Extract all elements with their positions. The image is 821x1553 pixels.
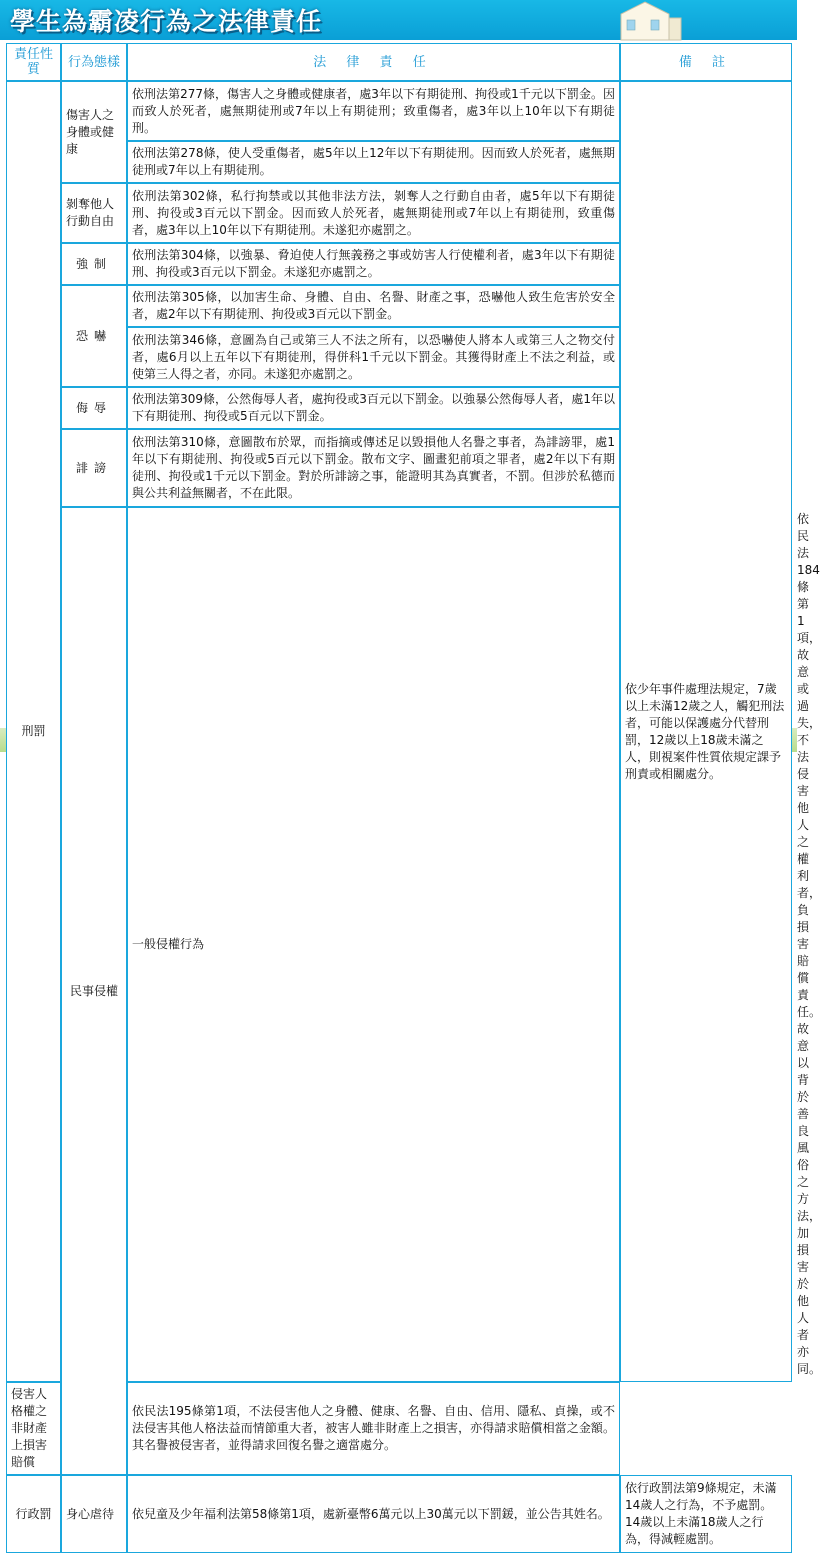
page-title: 學生為霸凌行為之法律責任 bbox=[10, 7, 323, 36]
category-criminal: 刑罰 bbox=[6, 81, 61, 1382]
law-text: 依刑法第310條，意圖散布於眾，而指摘或傳述足以毀損他人名譽之事者，為誹謗罪，處1年以下有期徒刑、拘役或5百元以下罰金。散布文字、圖畫犯前項之罪者，處2年以下有期徒刑、拘役或1千元以下罰金。對於所誹謗之事，能證明其為真實者，不罰。但涉於私德而與公共利益無關者，不在此限。 bbox=[127, 429, 620, 507]
law-text: 依刑法第302條，私行拘禁或以其他非法方法，剝奪人之行動自由者，處5年以下有期徒刑、拘役或3百元以下罰金。因而致人於死者，處無期徒刑或7年以上有期徒刑，致重傷者，處3年以上10年以下有期徒刑。未遂犯亦處罰之。 bbox=[127, 183, 620, 243]
law-text: 依刑法第346條，意圖為自己或第三人不法之所有，以恐嚇使人將本人或第三人之物交付者，處6月以上五年以下有期徒刑，得併科1千元以下罰金。其獲得財產上不法之利益，或使第三人得之者，亦同。未遂犯亦處罰之。 bbox=[127, 327, 620, 387]
type-intimidation: 恐嚇 bbox=[61, 285, 127, 387]
house-illustration-icon bbox=[615, 0, 681, 40]
header-legal-responsibility: 法 律 責 任 bbox=[127, 43, 620, 81]
law-text: 依刑法第305條，以加害生命、身體、自由、名譽、財產之事，恐嚇他人致生危害於安全者，處2年以下有期徒刑、拘役或3百元以下罰金。 bbox=[127, 285, 620, 327]
law-text: 依刑法第309條，公然侮辱人者，處拘役或3百元以下罰金。以強暴公然侮辱人者，處1年以下有期徒刑、拘役或5百元以下罰金。 bbox=[127, 387, 620, 429]
table-header-row bbox=[6, 43, 792, 81]
table-row bbox=[6, 81, 792, 141]
category-administrative: 行政罰 bbox=[6, 1475, 61, 1553]
type-general-tort: 一般侵權行為 bbox=[127, 507, 620, 1382]
category-civil: 民事侵權 bbox=[61, 507, 127, 1475]
type-abuse: 身心虐待 bbox=[61, 1475, 127, 1553]
law-text: 依民法195條第1項，不法侵害他人之身體、健康、名譽、自由、信用、隱私、貞操，或不法侵害其他人格法益而情節重大者，被害人雖非財產上之損害，亦得請求賠償相當之金額。其名譽被侵害者，並得請求回復名譽之適當處分。 bbox=[127, 1382, 620, 1475]
note-administrative: 依行政罰法第9條規定，未滿14歲人之行為，不予處罰。14歲以上未滿18歲人之行為，得減輕處罰。 bbox=[620, 1475, 792, 1553]
header-remarks: 備 註 bbox=[620, 43, 792, 81]
type-coercion: 強制 bbox=[61, 243, 127, 285]
law-text: 依兒童及少年福利法第58條第1項，處新臺幣6萬元以上30萬元以下罰鍰，並公告其姓名。 bbox=[127, 1475, 620, 1553]
type-bodily-harm: 傷害人之身體或健康 bbox=[61, 81, 127, 183]
law-text: 依刑法第304條，以強暴、脅迫使人行無義務之事或妨害人行使權利者，處3年以下有期徒刑、拘役或3百元以下罰金。未遂犯亦處罰之。 bbox=[127, 243, 620, 285]
type-defamation: 誹謗 bbox=[61, 429, 127, 507]
type-personality-right: 侵害人格權之非財產上損害賠償 bbox=[6, 1382, 61, 1475]
type-insult: 侮辱 bbox=[61, 387, 127, 429]
title-banner bbox=[0, 0, 797, 40]
legal-responsibility-table bbox=[6, 43, 821, 1553]
header-nature: 責任性質 bbox=[6, 43, 61, 81]
note-juvenile: 依少年事件處理法規定，7歲以上未滿12歲之人，觸犯刑法者，可能以保護處分代替刑罰，12歲以上18歲未滿之人，則視案件性質依規定課予刑責或相關處分。 bbox=[620, 81, 792, 1382]
type-deprive-freedom: 剝奪他人行動自由 bbox=[61, 183, 127, 243]
header-type: 行為態樣 bbox=[61, 43, 127, 81]
table-row bbox=[6, 1475, 792, 1553]
law-text: 依刑法第278條，使人受重傷者，處5年以上12年以下有期徒刑。因而致人於死者，處無期徒刑或7年以上有期徒刑。 bbox=[127, 141, 620, 183]
law-text: 依刑法第277條，傷害人之身體或健康者，處3年以下有期徒刑、拘役或1千元以下罰金。因而致人於死者，處無期徒刑或7年以上有期徒刑；致重傷者，處3年以上10年以下有期徒刑。 bbox=[127, 81, 620, 141]
table-row: 民事侵權 一般侵權行為 依民法184條第1項，故意或過失，不法侵害他人之權利者，負損害賠償責任。故意以背於善良風俗之方法，加損害於他人者亦同。 bbox=[6, 507, 792, 1382]
